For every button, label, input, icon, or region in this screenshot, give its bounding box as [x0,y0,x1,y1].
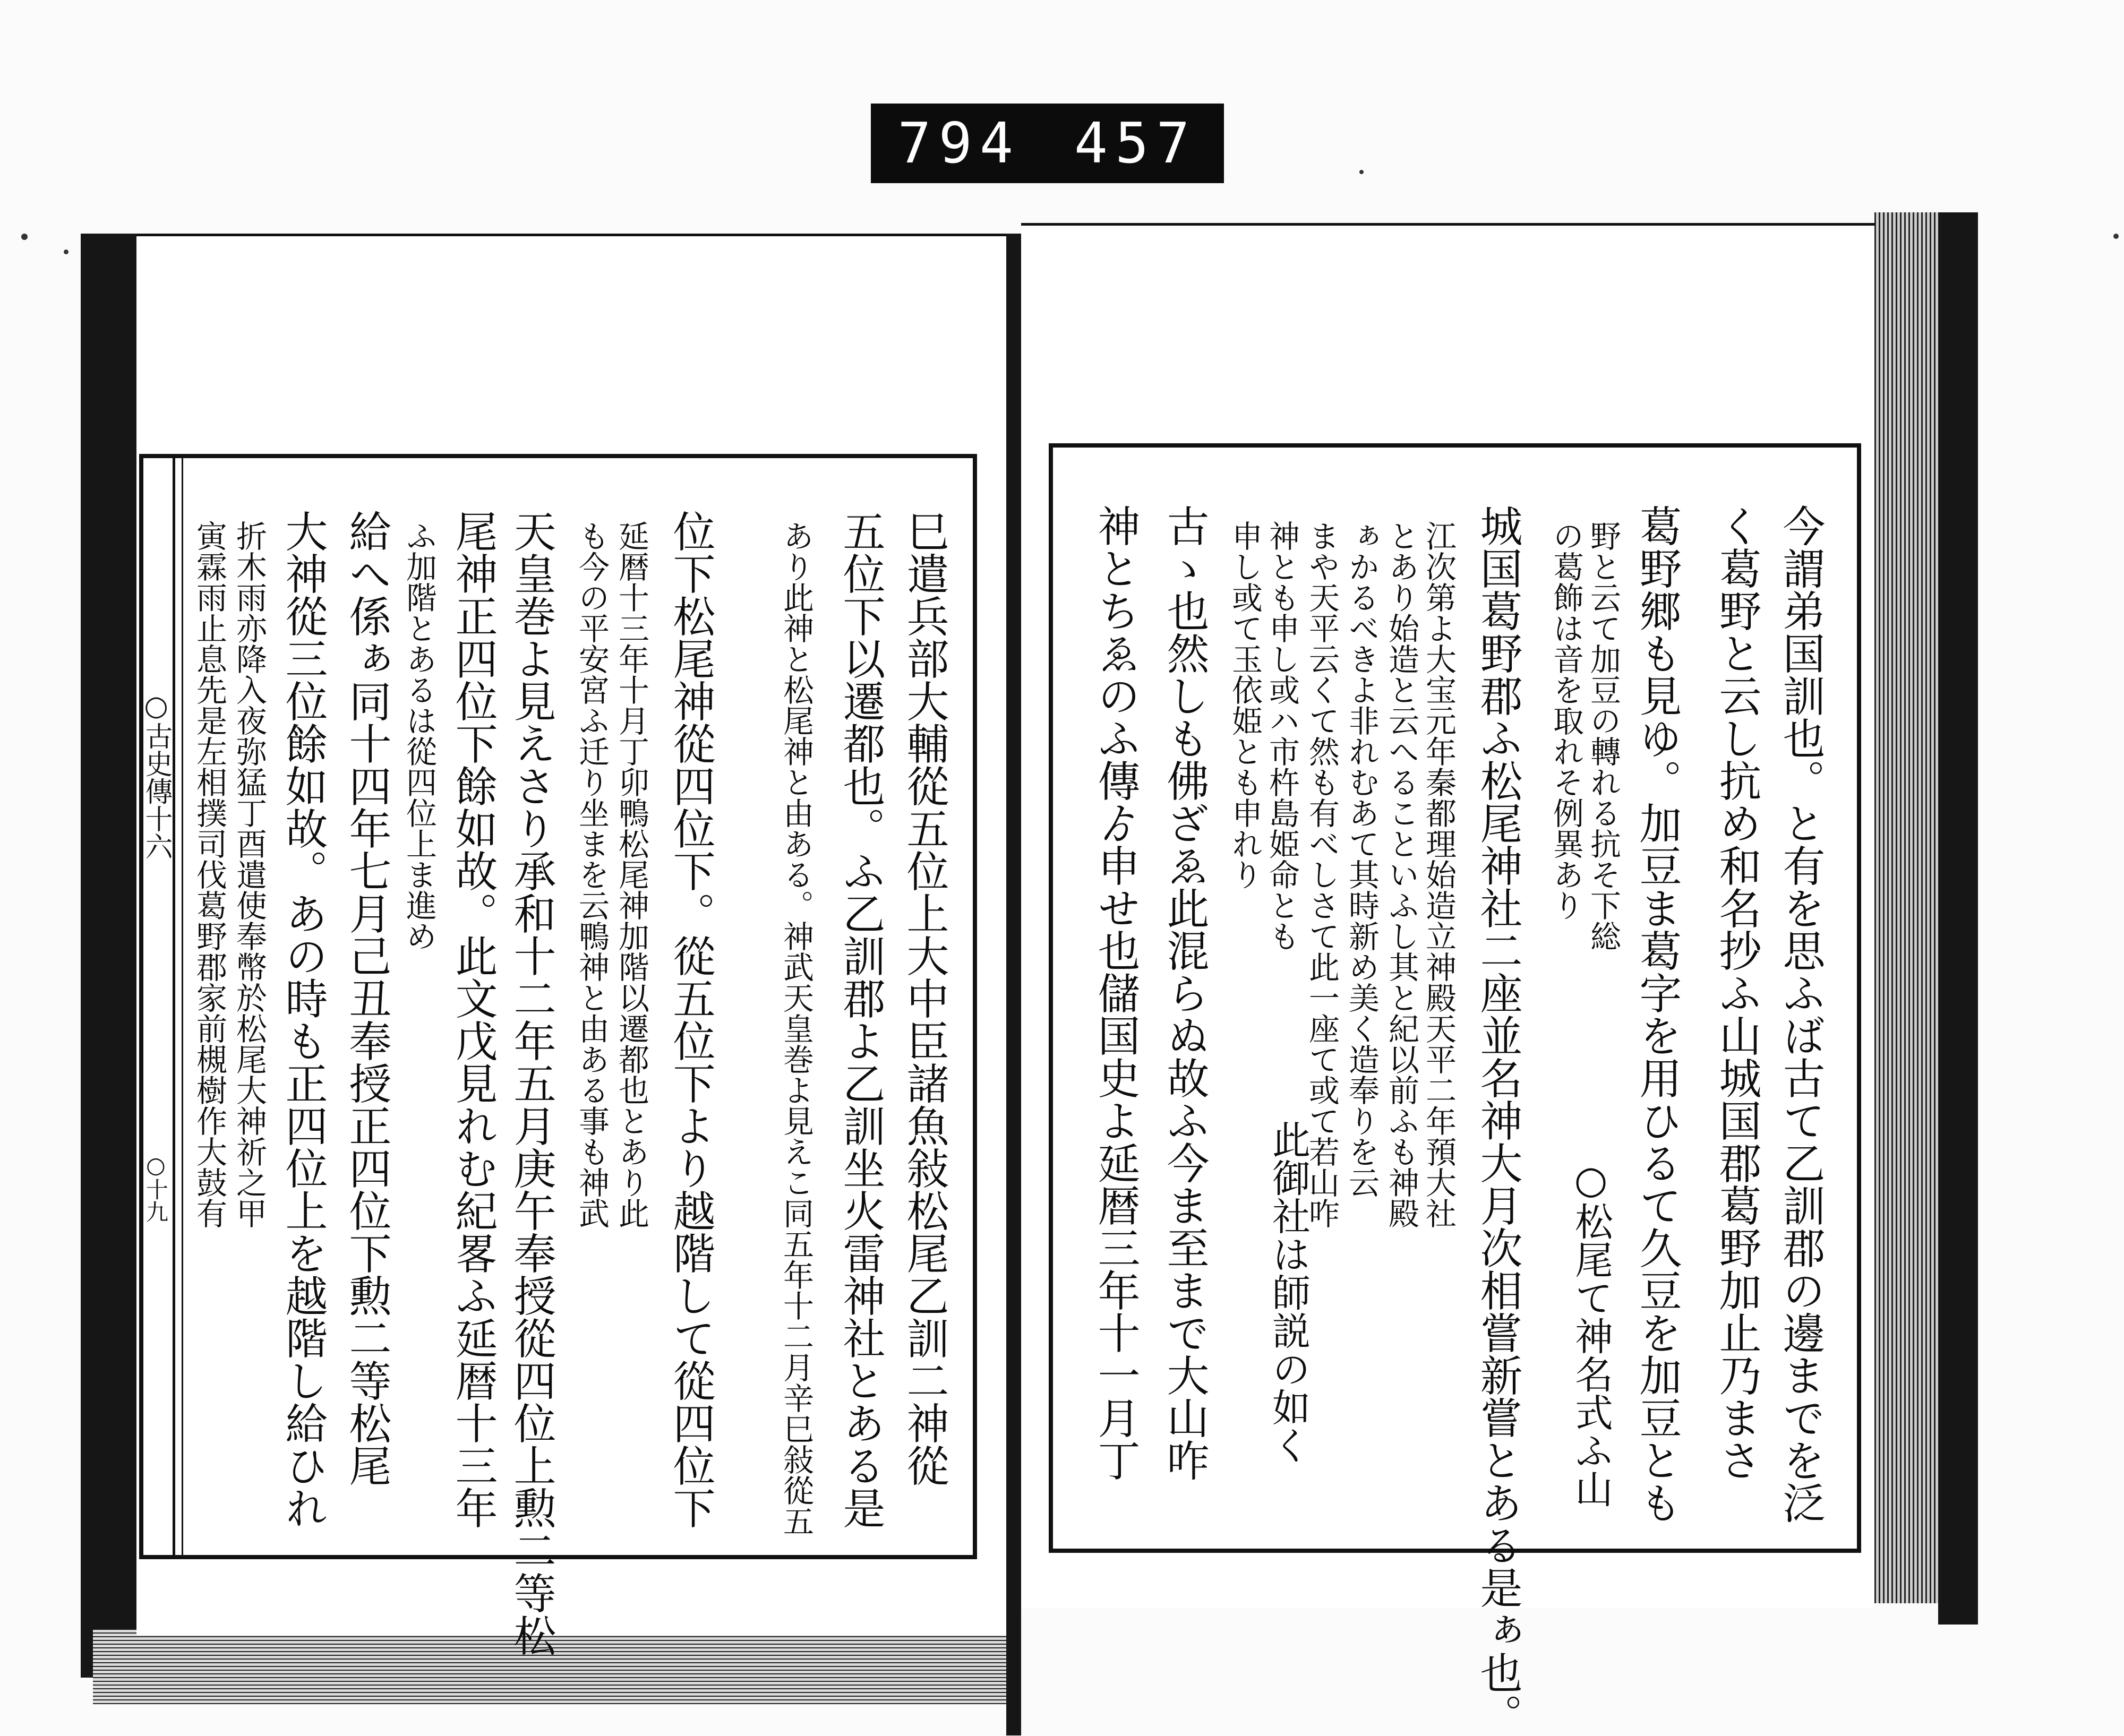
left-inner-rule-2 [182,458,183,1556]
left-inner-rule [173,458,175,1556]
text-column: 尾神正四位下餘如故。此文戊見れむ紀畧ふ延暦十三年 [448,510,498,1529]
text-column: 野と云て加豆の轉れる抗そ下総 [1585,520,1621,951]
text-column: 位下松尾神從四位下。從五位下より越階して從四位下 [666,510,715,1529]
text-column: あり此神と松尾神と由ある。神武天皇巻よ見えこ同五年十二月辛巳敍從五 [778,520,814,1536]
text-column: 神とちゑのふ傳ゟ申せ也儲国史よ延暦三年十一月丁 [1091,504,1140,1481]
text-column: の葛飾は音を取れそ例異あり [1548,520,1584,921]
text-column: ふ加階とあるは從四位上ま進め [401,520,437,951]
text-column: 城国葛野郡ふ松尾神社二座並名神大月次相嘗新嘗とある是ぁ也。 [1473,504,1522,1736]
text-column: 神とも申し或ハ市杵島姫命とも [1264,520,1300,951]
inline-heading-matsuo: ○松尾て神名式ふ山 [1569,1157,1613,1508]
right-page-top-rule [1021,223,1874,226]
text-column: 古ゝ也然しも佛ざゑ此混らぬ故ふ今ま至まで大山咋 [1160,504,1209,1481]
margin-title: ○古史傳十六 [140,690,172,860]
center-gutter [1006,234,1021,1735]
archive-number-right: 457 [1074,111,1197,176]
page-number: ○十九 [143,1152,169,1223]
text-column: 葛野郷も見ゆ。加豆ま葛字を用ひるて久豆を加豆とも [1632,504,1682,1524]
text-column: 江次第よ大宝元年秦都理始造立神殿天平二年預大社 [1420,520,1457,1228]
text-column: 今謂弟国訓也。と有を思ふば古て乙訓郡の邊までを泛 [1776,504,1825,1524]
text-column: 五位下以遷都也。ふ乙訓郡よ乙訓坐火雷神社とある是 [836,510,885,1529]
left-page-top-rule [136,234,1006,236]
archive-number-label [871,104,1224,183]
text-column: まや天平云くて然も有べしさて此一座て或て若山咋 [1304,520,1340,1228]
scan-speck [21,234,28,240]
right-page-stack [1874,212,1938,1603]
text-column: 給へ係ぁ同十四年七月己丑奉授正四位下勲二等松尾 [342,510,391,1486]
text-column: とあり始造と云へることいふし其と紀以前ふも神殿 [1383,520,1419,1228]
scan-speck [1359,170,1364,174]
scan-speck [2113,234,2119,239]
text-column: も今の平安宮ふ迁り坐まを云鴨神と由ある事も神武 [573,520,610,1228]
text-column: 寅霖雨止息先是左相撲司伐葛野郡家前槻樹作大鼓有 [191,520,227,1228]
text-column: ぁかるべきよ非れむあて其時新め美く造奉りを云 [1343,520,1380,1198]
archive-number-left: 794 [897,111,1021,176]
scan-speck [64,250,68,254]
text-column: 折木雨亦降入夜弥猛丁酉遣使奉幣於松尾大神祈之甲 [231,520,267,1228]
right-cover-edge [1938,212,1978,1625]
text-column: 巳遣兵部大輔從五位上大中臣諸魚敍松尾乙訓二神從 [900,510,949,1486]
text-column: 天皇巻よ見えさり承和十二年五月庚午奉授從四位上勲二等松 [507,510,556,1656]
inline-heading-goshasha: 此御社は師説の如く [1266,1120,1311,1464]
text-column: く葛野と云し抗め和名抄ふ山城国郡葛野加止乃まさ [1712,504,1761,1481]
text-column: 申し或て玉依姫とも申れり [1227,520,1263,890]
text-column: 大神從三位餘如故。あの時も正四位上を越階し給ひれ [278,510,328,1529]
text-column: 延暦十三年十月丁卯鴨松尾神加階以遷都也とあり此 [613,520,649,1228]
left-book-edge [81,234,136,1678]
